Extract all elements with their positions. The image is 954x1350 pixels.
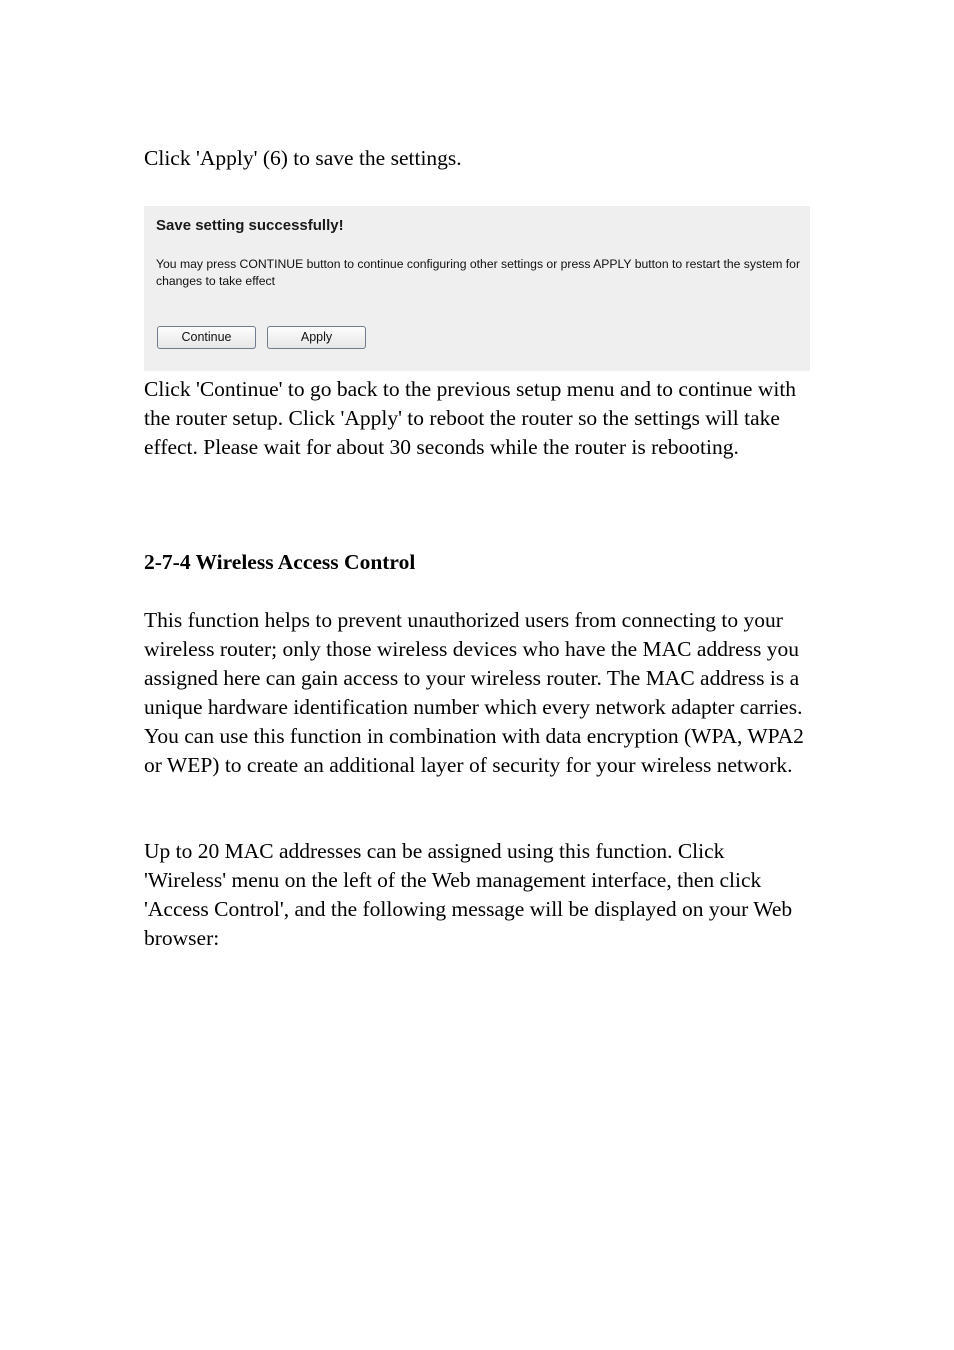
section-usage: Up to 20 MAC addresses can be assigned using this function. Click 'Wireless' menu on the left of the Web management interface, then click 'Access Control', and the following message will be displayed on your Web browser: [144,839,793,950]
section-description: This function helps to prevent unauthorized users from connecting to your wireless router; only those wireless devices who have the MAC address you assigned here can gain access to your wireless router. The MAC address is a unique hardware identification number which every network adapter carries. You can use this function in combination with data encryption (WPA, WPA2 or WEP) to create an additional layer of security for your wireless network. [144,608,804,777]
save-success-message: You may press CONTINUE button to continue configuring other settings or press APPLY button to restart the system for changes to take effect [156,257,801,288]
save-success-title: Save setting successfully! [156,217,344,234]
continue-button[interactable]: Continue [157,326,256,349]
section-heading: 2-7-4 Wireless Access Control [144,550,416,574]
save-success-screenshot [144,206,810,371]
intro-paragraph: Click 'Apply' (6) to save the settings. [144,146,462,170]
continue-apply-explanation: Click 'Continue' to go back to the previous setup menu and to continue with the router setup. Click 'Apply' to reboot the router so the settings will take effect. Please wait for about 30 seconds while the router is rebooting. [144,377,797,459]
apply-button[interactable]: Apply [267,326,366,349]
